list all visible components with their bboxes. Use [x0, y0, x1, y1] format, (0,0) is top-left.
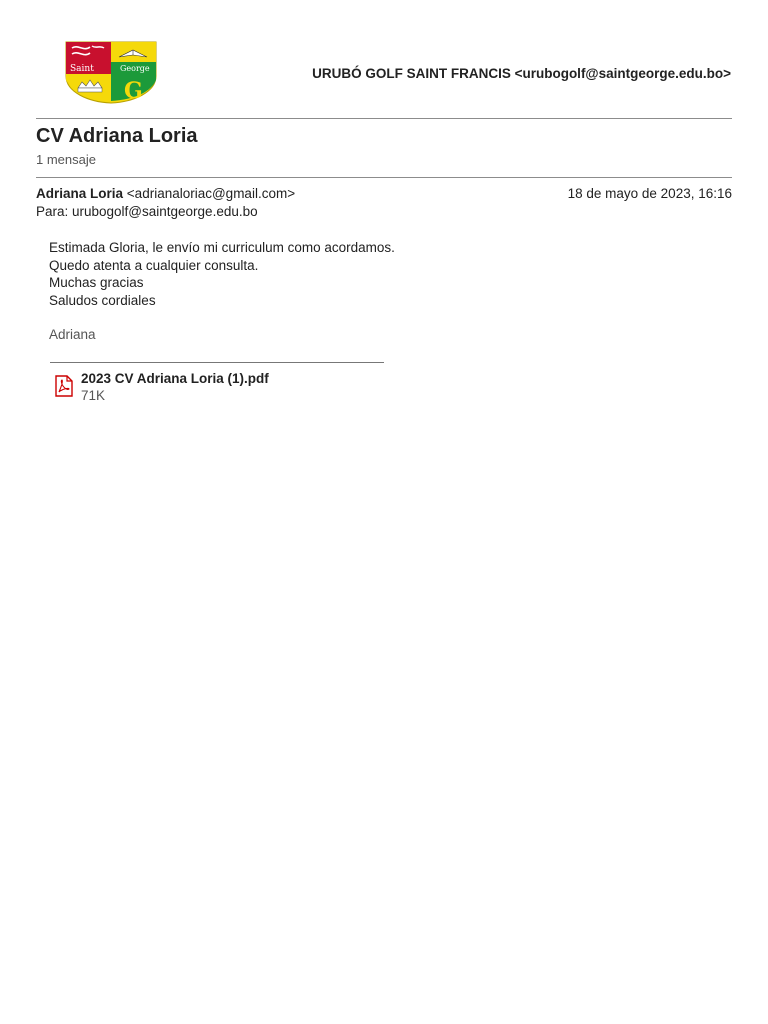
attachment-name[interactable]: 2023 CV Adriana Loria (1).pdf: [81, 371, 269, 386]
body-line: Muchas gracias: [49, 275, 144, 290]
body-line: Quedo atenta a cualquier consulta.: [49, 257, 259, 273]
logo-letter-g: G: [124, 78, 143, 104]
body-line: Saludos cordiales: [49, 292, 156, 308]
divider: [36, 118, 732, 119]
pdf-file-icon[interactable]: [54, 375, 74, 397]
logo-text-saint: Saint: [70, 64, 94, 74]
attachment-divider: [50, 362, 384, 363]
account-header: URUBÓ GOLF SAINT FRANCIS <urubogolf@saintgeorge.edu.bo>: [312, 66, 731, 81]
body-line: Estimada Gloria, le envío mi curriculum como acordamos.: [49, 240, 395, 255]
school-logo: [64, 40, 158, 104]
signature: Adriana: [49, 327, 96, 342]
message-date: 18 de mayo de 2023, 16:16: [567, 186, 732, 201]
message-count: 1 mensaje: [36, 152, 96, 167]
logo-text-george: George: [120, 64, 150, 73]
sender-email: <adrianaloriac@gmail.com>: [126, 186, 296, 201]
recipient-line: Para: urubogolf@saintgeorge.edu.bo: [36, 204, 258, 219]
message-body: [49, 239, 395, 309]
sender-line: [36, 186, 295, 201]
attachment-size: 71K: [81, 388, 106, 403]
sender-name: Adriana Loria: [36, 186, 124, 201]
thread-subject: CV Adriana Loria: [36, 125, 198, 147]
divider: [36, 177, 732, 178]
shield-crest-icon: [64, 40, 158, 104]
